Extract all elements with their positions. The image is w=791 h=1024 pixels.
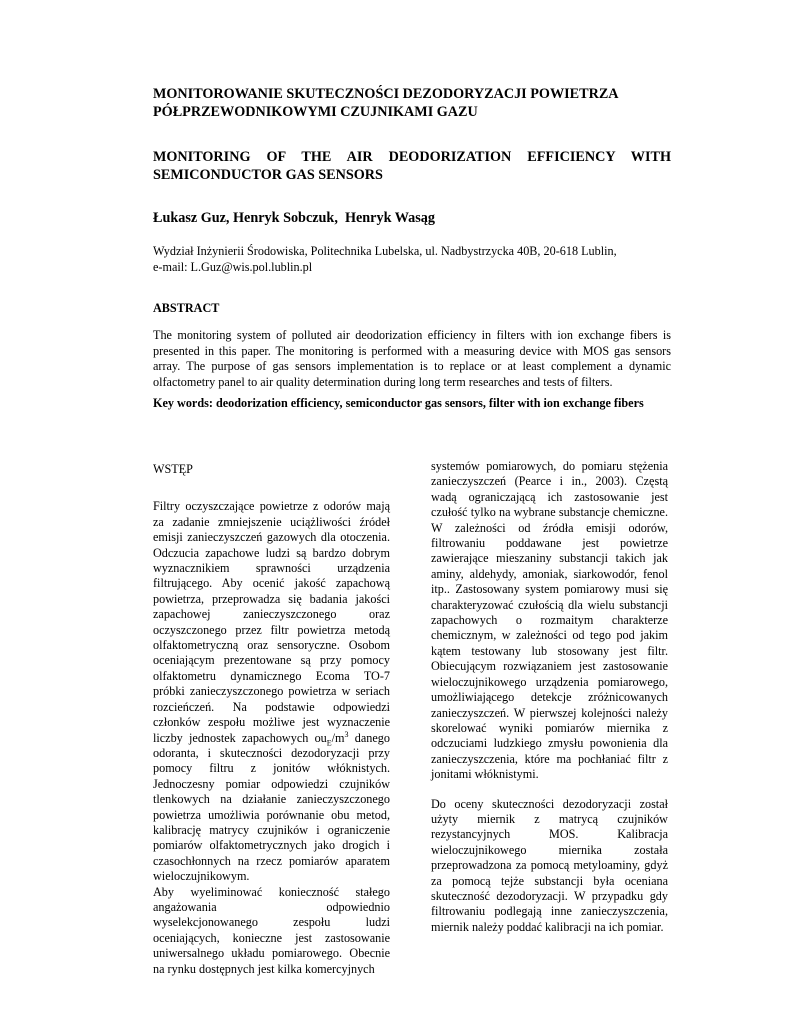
left-paragraph-1 [153, 499, 390, 884]
left-p1-text-a: Filtry oczyszczające powietrze z odorów mają za zadanie zmniejszenie uciążliwości źródeł emisji zanieczyszczeń gazowych dla otoczenia. Odczucia zapachowe ludzi są bardzo dobrym wyznacznikiem sprawności urządzenia filtrującego. Aby ocenić jakość zapachową powietrza, przeprowadza się badania jakości zapachowej zanieczyszczonego oraz oczyszczonego przez filtr powietrza metodą olfaktometryczną oraz sensoryczne. Osobom oceniającym prezentowane są przy pomocy olfaktometru dynamicznego Ecoma TO-7 próbki zanieczyszczonego powietrza w seriach rozcieńczeń. Na podstawie odpowiedzi członków zespołu możliwe jest wyznaczenie liczby jednostek zapachowych ou [153, 499, 390, 745]
title-english-line-1: MONITORING OF THE AIR DEODORIZATION EFFICIENCY WITH [153, 149, 671, 165]
title-english [153, 149, 671, 184]
left-paragraph-2: Aby wyeliminować konieczność stałego angażowania odpowiednio wyselekcjonowanego zespołu ludzi oceniających, konieczne jest zastosowanie uniwersalnego układu pomiarowego. Obecnie na rynku dostępnych jest kilka komercyjnych [153, 884, 390, 976]
odour-unit-superscript: 3 [344, 729, 349, 739]
abstract-heading: ABSTRACT [153, 301, 220, 315]
title-polish-line-1: MONITOROWANIE SKUTECZNOŚCI DEZODORYZACJI POWIETRZA [153, 86, 619, 102]
section-heading-wstep: WSTĘP [153, 462, 193, 476]
right-paragraph-1: systemów pomiarowych, do pomiaru stężenia zanieczyszczeń (Pearce i in., 2003). Częstą wadą ograniczającą ich zastosowanie jest czułość tylko na wybrane substancje chemiczne. W zależności od źródła emisji odorów, filtrowaniu poddawane jest powietrze zawierające mieszaniny substancji takich jak aminy, aldehydy, amoniak, siarkowodór, fenol itp.. Zastosowany system pomiarowy musi się charakteryzować czułością dla wielu substancji zapachowych o rozmaitym charakterze chemicznym, w zależności od tego pod jakim kątem testowany lub stosowany jest filtr. Obiecującym rozwiązaniem jest zastosowanie wieloczujnikowego urządzenia pomiarowego, umożliwiającego detekcje zróżnicowanych zanieczyszczeń. W pierwszej kolejności należy skorelować wyniki pomiarów miernika z odczuciami ludzkiego zmysłu powonienia dla zanieczyszczenia, które ma pochłaniać filtr z jonitami włóknistymi. [431, 459, 668, 782]
affiliation-line-1: Wydział Inżynierii Środowiska, Politechnika Lubelska, ul. Nadbystrzycka 40B, 20-618 Lublin, [153, 244, 617, 258]
odour-unit-subscript: E [326, 737, 332, 747]
keywords: Key words: deodorization efficiency, semiconductor gas sensors, filter with ion exchange fibers [153, 396, 644, 410]
abstract-text: The monitoring system of polluted air deodorization efficiency in filters with ion exchange fibers is presented in this paper. The monitoring is performed with a measuring device with MOS gas sensors array. The purpose of gas sensors implementation is to replace or at least complement a dynamic olfactometry panel to air quality determination during long term researches and tests of filters. [153, 328, 671, 389]
left-column [153, 462, 390, 977]
title-polish [153, 86, 673, 121]
odour-unit-per: /m [331, 730, 345, 745]
right-column [431, 459, 668, 935]
affiliation [153, 244, 673, 275]
left-p1-text-b: danego odoranta, i skuteczności dezodoryzacji przy pomocy filtru z jonitów włóknistych. Jednoczesny pomiar odpowiedzi czujników tlenkowych na działanie zanieczyszczonego powietrza umożliwia porównanie obu metod, kalibrację matrycy czujników i ograniczenie pomiarów olfaktometrycznych jako drogich i czasochłonnych na rzecz pomiarów aparatem wieloczujnikowym. [153, 730, 390, 884]
authors: Łukasz Guz, Henryk Sobczuk, Henryk Wasąg [153, 210, 435, 226]
right-paragraph-2: Do oceny skuteczności dezodoryzacji został użyty miernik z matrycą czujników rezystancyjnych MOS. Kalibracja wieloczujnikowego miernika została przeprowadzona za pomocą metyloaminy, gdyż za pomocą tejże substancji była oceniana skuteczność dezodoryzacji. W przypadku gdy filtrowaniu podlegają inne zanieczyszczenia, miernik należy poddać kalibracji na ich pomiar. [431, 796, 668, 934]
title-english-line-2: SEMICONDUCTOR GAS SENSORS [153, 166, 383, 183]
title-polish-line-2: PÓŁPRZEWODNIKOWYMI CZUJNIKAMI GAZU [153, 103, 478, 120]
email-line: e-mail: L.Guz@wis.pol.lublin.pl [153, 259, 313, 274]
